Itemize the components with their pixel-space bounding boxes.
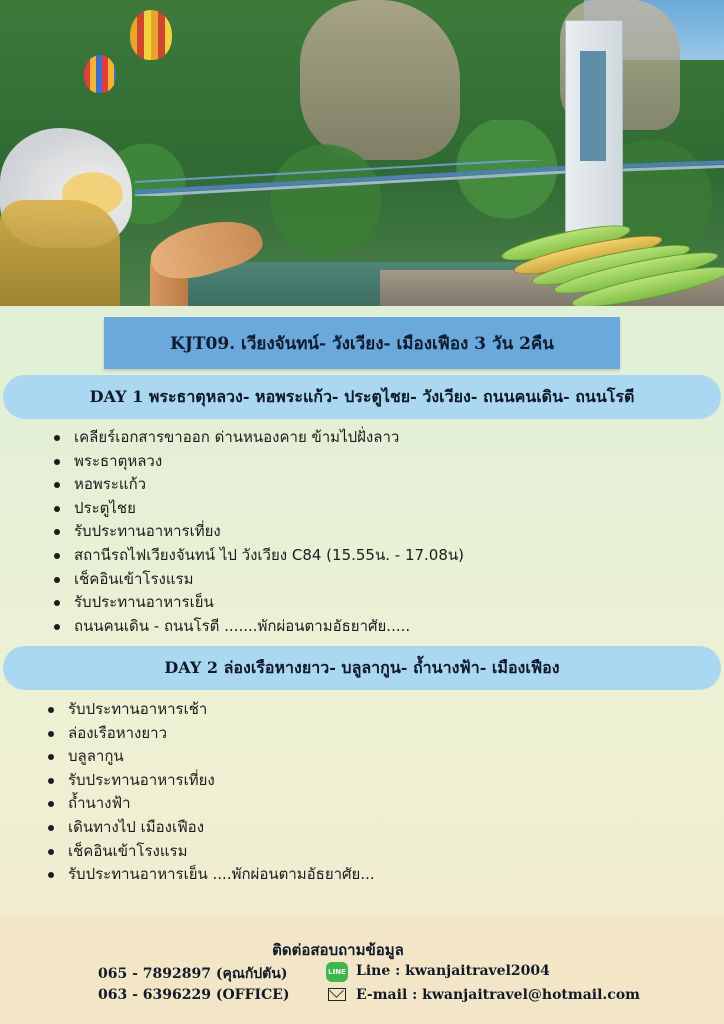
list-item: ล่องเรือหางยาว xyxy=(46,722,375,746)
list-item: รับประทานอาหารเที่ยง xyxy=(52,520,464,544)
list-item: รับประทานอาหารเช้า xyxy=(46,698,375,722)
day1-heading-pill xyxy=(3,375,721,419)
contact-heading: ติดต่อสอบถามข้อมูล xyxy=(272,941,404,959)
day2-itinerary-list xyxy=(46,698,375,887)
line-app-icon: LINE xyxy=(326,962,348,982)
list-item: ถ้ำนางฟ้า xyxy=(46,792,375,816)
email-address[interactable]: E-mail : kwanjaitravel@hotmail.com xyxy=(356,987,640,1003)
list-item: รับประทานอาหารเย็น xyxy=(52,591,464,615)
line-id[interactable]: Line : kwanjaitravel2004 xyxy=(356,963,550,979)
list-item: รับประทานอาหารเย็น ....พักผ่อนตามอัธยาศัย... xyxy=(46,863,375,887)
day1-itinerary-list xyxy=(52,426,464,638)
list-item: ประตูไชย xyxy=(52,497,464,521)
hero-photo xyxy=(0,0,724,306)
phone-contact-2[interactable]: 063 - 6396229 (OFFICE) xyxy=(98,987,290,1003)
hot-air-balloon xyxy=(84,55,116,93)
envelope-icon xyxy=(328,988,346,1001)
list-item: เช็คอินเข้าโรงแรม xyxy=(46,840,375,864)
phone-contact-1[interactable]: 065 - 7892897 (คุณกัปตัน) xyxy=(98,966,288,982)
list-item: พระธาตุหลวง xyxy=(52,450,464,474)
list-item: รับประทานอาหารเที่ยง xyxy=(46,769,375,793)
list-item: เดินทางไป เมืองเฟือง xyxy=(46,816,375,840)
list-item: หอพระแก้ว xyxy=(52,473,464,497)
hot-air-balloon xyxy=(130,10,172,60)
list-item: สถานีรถไฟเวียงจันทน์ ไป วังเวียง C84 (15.55น. - 17.08น) xyxy=(52,544,464,568)
tour-title-box xyxy=(104,317,620,369)
day2-heading: DAY 2 ล่องเรือหางยาว- บลูลากูน- ถ้ำนางฟ้า- เมืองเฟือง xyxy=(164,657,560,677)
list-item: เคลียร์เอกสารขาออก ด่านหนองคาย ข้ามไปฝั่งลาว xyxy=(52,426,464,450)
suspension-bridge xyxy=(135,160,724,196)
tour-title: KJT09. เวียงจันทน์- วังเวียง- เมืองเฟือง 3 วัน 2คืน xyxy=(170,333,554,354)
list-item: เช็คอินเข้าโรงแรม xyxy=(52,568,464,592)
list-item: ถนนคนเดิน - ถนนโรตี .......พักผ่อนตามอัธยาศัย..... xyxy=(52,615,464,639)
bridge-tower xyxy=(565,20,623,232)
day1-heading: DAY 1 พระธาตุหลวง- หอพระแก้ว- ประตูไชย- วังเวียง- ถนนคนเดิน- ถนนโรตี xyxy=(89,386,635,406)
list-item: บลูลากูน xyxy=(46,745,375,769)
golden-statues xyxy=(0,200,120,306)
day2-heading-pill xyxy=(3,646,721,690)
